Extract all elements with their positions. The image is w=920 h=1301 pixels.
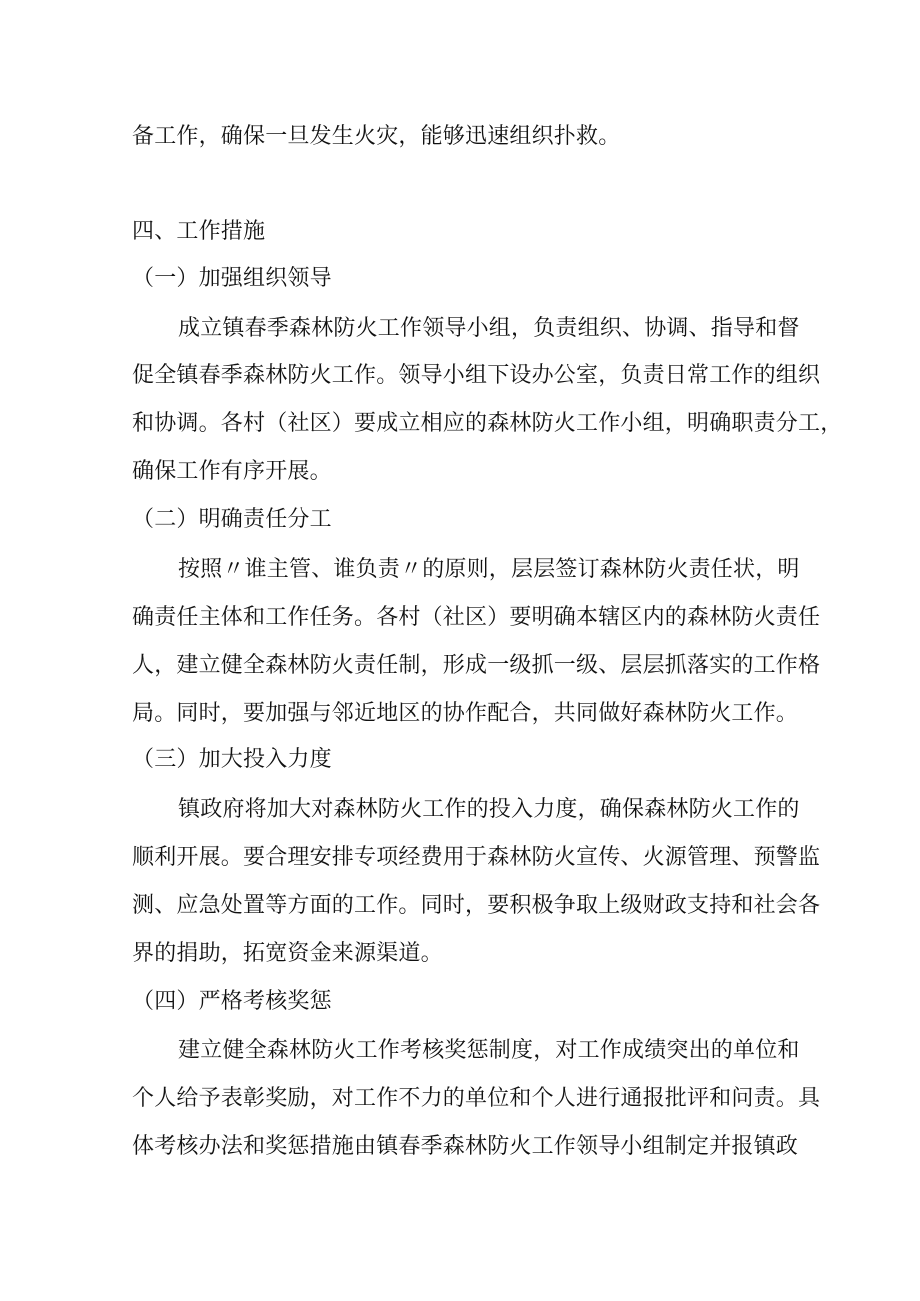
paragraph-line: 人，建立健全森林防火责任制，形成一级抓一级、层层抓落实的工作格 [132,653,821,678]
paragraph-line: 备工作，确保一旦发生火灾，能够迅速组织扑救。 [132,124,621,149]
subsection-heading: （一）加强组织领导 [132,266,332,291]
subsection-heading: （四）严格考核奖惩 [132,989,332,1014]
paragraph-line: 体考核办法和奖惩措施由镇春季森林防火工作领导小组制定并报镇政 [132,1134,799,1159]
paragraph-line: 确保工作有序开展。 [132,459,332,484]
paragraph-line: 按照〃谁主管、谁负责〃的原则，层层签订森林防火责任状，明 [178,557,800,582]
paragraph-line: 界的捐助，拓宽资金来源渠道。 [132,941,443,966]
paragraph-line: 促全镇春季森林防火工作。领导小组下设办公室，负责日常工作的组织 [132,363,821,388]
paragraph-line: 建立健全森林防火工作考核奖惩制度，对工作成绩突出的单位和 [178,1038,800,1063]
paragraph-line: 局。同时，要加强与邻近地区的协作配合，共同做好森林防火工作。 [132,701,799,726]
paragraph-line: 成立镇春季森林防火工作领导小组，负责组织、协调、指导和督 [178,316,800,341]
paragraph-line: 和协调。各村（社区）要成立相应的森林防火工作小组，明确职责分工， [132,411,843,436]
subsection-heading: （三）加大投入力度 [132,747,332,772]
paragraph-line: 顺利开展。要合理安排专项经费用于森林防火宣传、火源管理、预警监 [132,845,821,870]
subsection-heading: （二）明确责任分工 [132,507,332,532]
paragraph-line: 确责任主体和工作任务。各村（社区）要明确本辖区内的森林防火责任 [132,605,821,630]
paragraph-line: 个人给予表彰奖励，对工作不力的单位和个人进行通报批评和问责。具 [132,1086,821,1111]
paragraph-line: 测、应急处置等方面的工作。同时，要积极争取上级财政支持和社会各 [132,893,821,918]
paragraph-line: 镇政府将加大对森林防火工作的投入力度，确保森林防火工作的 [178,797,800,822]
section-heading: 四、工作措施 [132,219,266,244]
